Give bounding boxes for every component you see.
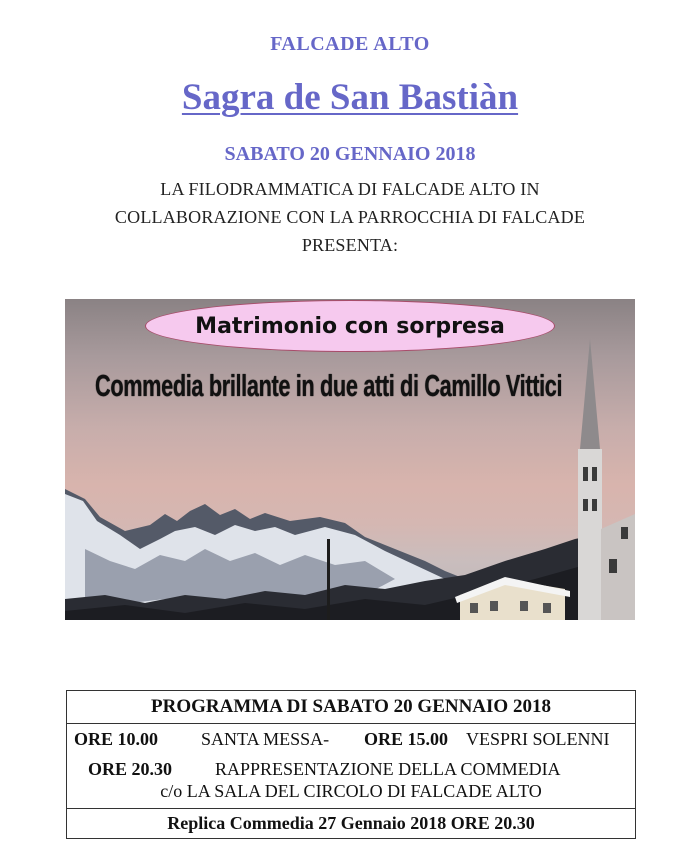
intro-line-1: LA FILODRAMMATICA DI FALCADE ALTO IN <box>160 179 540 199</box>
show-title-oval: Matrimonio con sorpresa <box>145 300 555 352</box>
time-3: ORE 20.30 <box>88 759 173 779</box>
program-schedule-row <box>67 723 635 809</box>
event-3: RAPPRESENTAZIONE DELLA COMMEDIA <box>215 759 561 779</box>
intro-line-2: COLLABORAZIONE CON LA PARROCCHIA DI FALCADE <box>114 207 586 227</box>
event-place: FALCADE ALTO <box>270 33 430 55</box>
show-subtitle: Commedia brillante in due atti di Camillo Vittici <box>95 368 563 403</box>
program-heading: PROGRAMMA DI SABATO 20 GENNAIO 2018 <box>151 696 551 717</box>
intro-line-3: PRESENTA: <box>301 235 399 255</box>
event-1: SANTA MESSA- <box>201 729 330 749</box>
program-table <box>66 690 636 839</box>
page-title: Sagra de San Bastiàn <box>181 77 519 118</box>
event-date: SABATO 20 GENNAIO 2018 <box>224 143 476 165</box>
replica-note: Replica Commedia 27 Gennaio 2018 ORE 20.30 <box>167 813 535 833</box>
time-2: ORE 15.00 <box>364 729 449 749</box>
program-heading-row <box>67 691 635 724</box>
poster-image <box>65 299 635 620</box>
replica-row <box>67 808 635 839</box>
event-2: VESPRI SOLENNI <box>466 729 610 749</box>
time-1: ORE 10.00 <box>74 729 159 749</box>
event-location: c/o LA SALA DEL CIRCOLO DI FALCADE ALTO <box>160 781 542 801</box>
